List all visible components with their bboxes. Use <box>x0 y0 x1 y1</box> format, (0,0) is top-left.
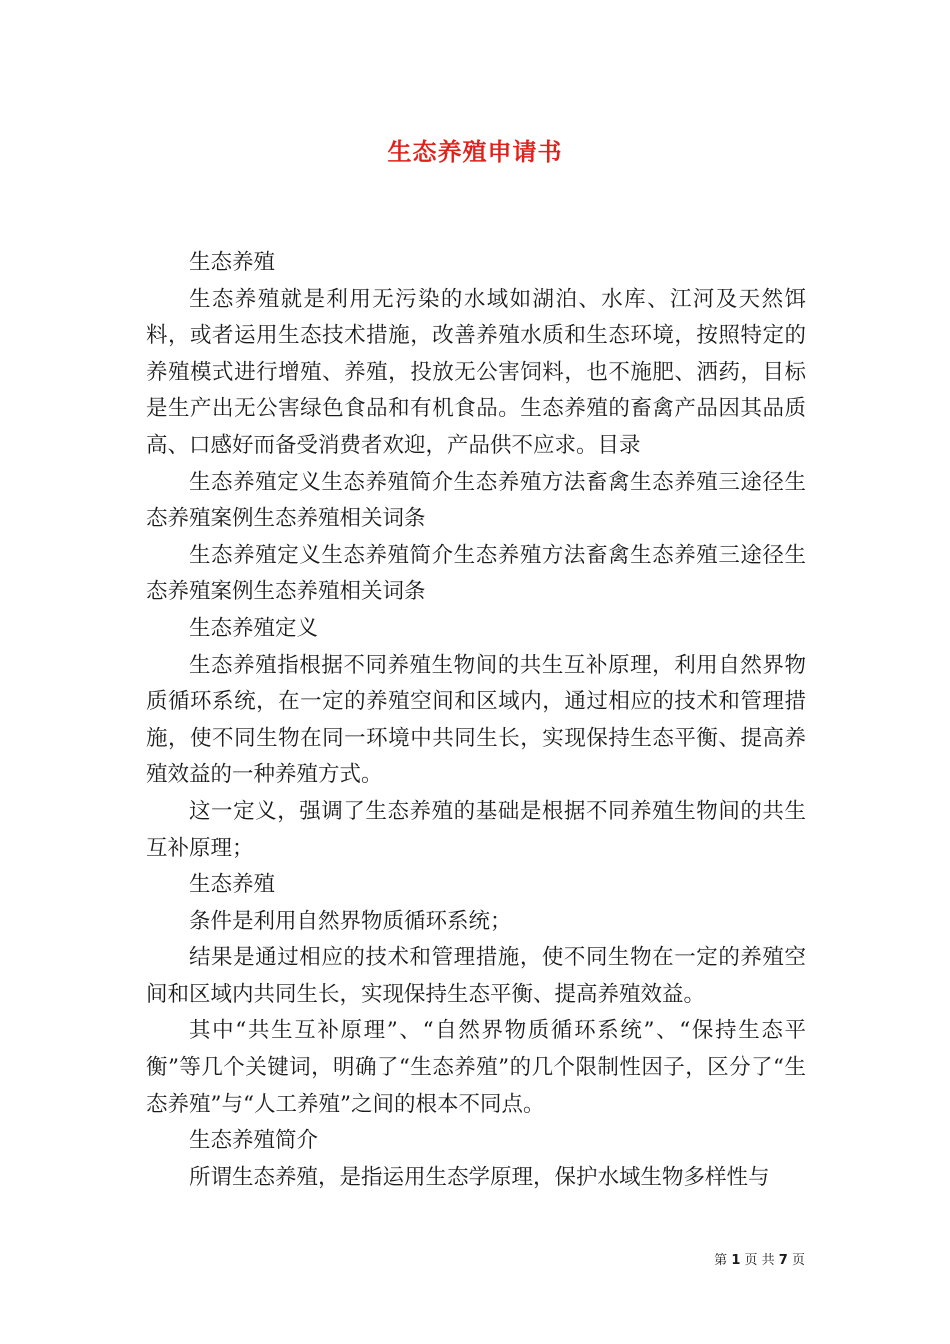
footer-total-pages: 7 <box>778 1253 788 1268</box>
footer-current-page: 1 <box>731 1253 741 1268</box>
paragraph-toc-repeat: 生态养殖定义生态养殖简介生态养殖方法畜禽生态养殖三途径生态养殖案例生态养殖相关词条 <box>146 542 806 605</box>
paragraph-heading-shengtai-yangzhi: 生态养殖 <box>189 250 276 275</box>
paragraph-condition: 条件是利用自然界物质循环系统； <box>189 908 512 934</box>
document-body <box>146 245 806 1196</box>
footer-suffix: 页 <box>791 1253 805 1268</box>
paragraph-intro: 生态养殖就是利用无污染的水域如湖泊、水库、江河及天然饵料，或者运用生态技术措施，改善养殖水质和生态环境，按照特定的养殖模式进行增殖、养殖，投放无公害饲料，也不施肥、洒药，目标是生产出无公害绿色食品和有机食品。生态养殖的畜禽产品因其品质高、口感好而备受消费者欢迎，产品供不应求。目录 <box>146 286 806 458</box>
paragraph-definition-emphasis: 这一定义，强调了生态养殖的基础是根据不同养殖生物间的共生互补原理； <box>146 798 806 861</box>
paragraph-toc: 生态养殖定义生态养殖简介生态养殖方法畜禽生态养殖三途径生态养殖案例生态养殖相关词条 <box>146 469 806 532</box>
document-title: 生态养殖申请书 <box>387 137 563 166</box>
section-heading-definition: 生态养殖定义 <box>189 615 319 641</box>
paragraph-keywords: 其中“共生互补原理”、“自然界物质循环系统”、“保持生态平衡”等几个关键词，明确了“生态养殖”的几个限制性因子，区分了“生态养殖”与“人工养殖”之间的根本不同点。 <box>146 1018 806 1117</box>
footer-middle: 页 共 <box>744 1253 775 1268</box>
section-heading-introduction: 生态养殖简介 <box>189 1128 319 1154</box>
paragraph-introduction: 所谓生态养殖，是指运用生态学原理，保护水域生物多样性与 <box>189 1164 770 1190</box>
page-footer <box>714 1249 805 1268</box>
paragraph-definition: 生态养殖指根据不同养殖生物间的共生互补原理，利用自然界物质循环系统，在一定的养殖空间和区域内，通过相应的技术和管理措施，使不同生物在同一环境中共同生长，实现保持生态平衡、提高养殖效益的一种养殖方式。 <box>146 652 806 788</box>
footer-prefix: 第 <box>714 1253 728 1268</box>
paragraph-subject: 生态养殖 <box>189 872 276 898</box>
paragraph-result: 结果是通过相应的技术和管理措施，使不同生物在一定的养殖空间和区域内共同生长，实现保持生态平衡、提高养殖效益。 <box>146 945 806 1007</box>
